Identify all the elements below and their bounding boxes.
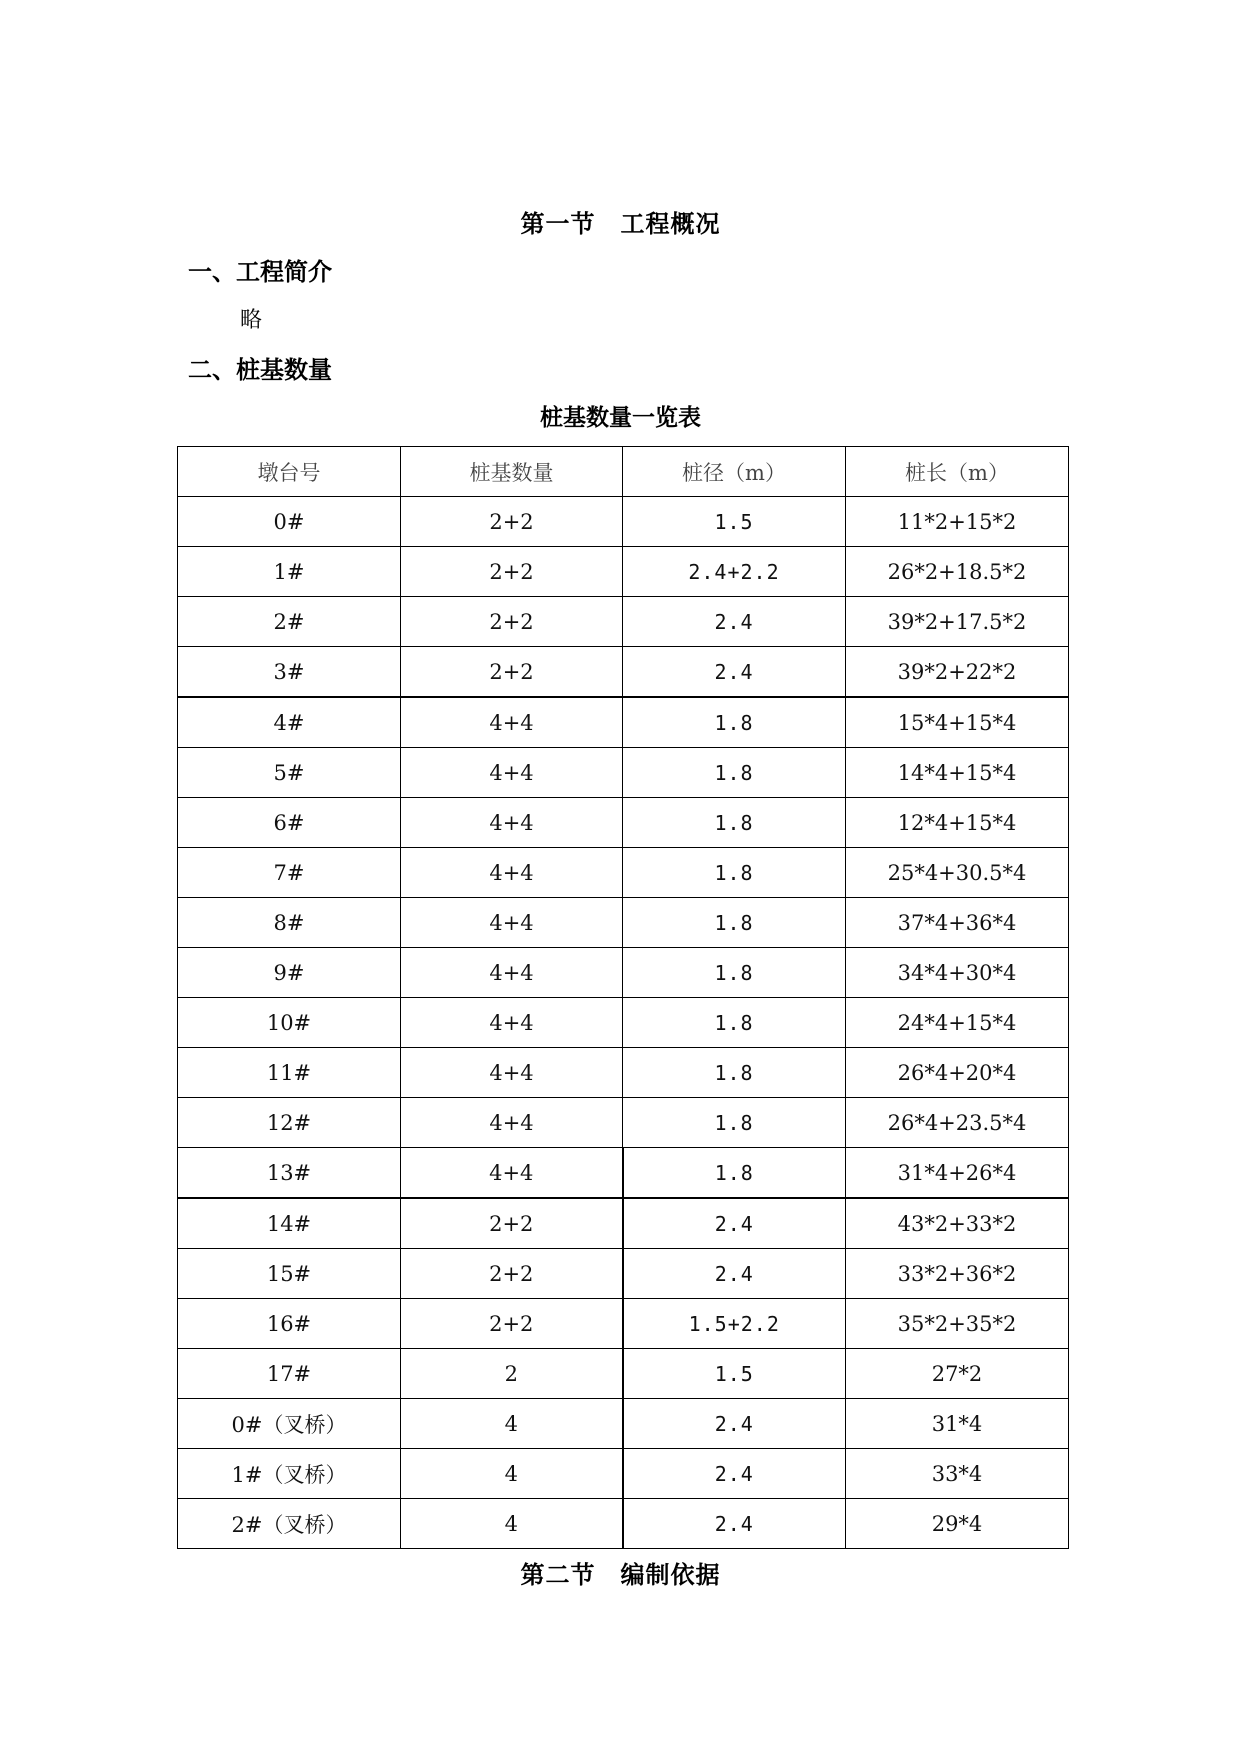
cell-pile-count: 4+4	[401, 998, 623, 1048]
cell-pile-count: 4+4	[401, 1048, 623, 1098]
cell-pier-no: 2#（叉桥）	[178, 1499, 401, 1549]
cell-pier-no: 7#	[178, 848, 401, 898]
heading-pile-count: 二、桩基数量	[188, 355, 332, 384]
header-pile-count: 桩基数量	[401, 447, 623, 497]
cell-pile-diameter: 1.8	[623, 948, 846, 998]
heading-project-intro: 一、工程简介	[188, 257, 332, 286]
cell-pile-diameter: 2.4	[623, 1399, 846, 1449]
cell-pile-length: 34*4+30*4	[846, 948, 1069, 998]
cell-pier-no: 2#	[178, 597, 401, 647]
cell-pile-diameter: 1.8	[623, 1048, 846, 1098]
header-pile-length: 桩长（m）	[846, 447, 1069, 497]
cell-pier-no: 1#（叉桥）	[178, 1449, 401, 1499]
cell-pile-diameter: 2.4	[623, 647, 846, 698]
cell-pile-length: 33*4	[846, 1449, 1069, 1499]
cell-pile-count: 4+4	[401, 898, 623, 948]
cell-pile-length: 37*4+36*4	[846, 898, 1069, 948]
table-header-row	[178, 447, 1069, 497]
cell-pile-count: 4	[401, 1449, 623, 1499]
cell-pile-length: 26*4+20*4	[846, 1048, 1069, 1098]
cell-pile-length: 39*2+17.5*2	[846, 597, 1069, 647]
cell-pile-count: 4+4	[401, 848, 623, 898]
table-row	[178, 1098, 1069, 1148]
section-1-title: 第一节 工程概况	[520, 209, 721, 238]
cell-pile-count: 2+2	[401, 497, 623, 547]
cell-pile-length: 29*4	[846, 1499, 1069, 1549]
cell-pile-diameter: 2.4+2.2	[623, 547, 846, 597]
table-row	[178, 497, 1069, 547]
table-row	[178, 948, 1069, 998]
table-row	[178, 1399, 1069, 1449]
cell-pile-length: 12*4+15*4	[846, 798, 1069, 848]
cell-pier-no: 11#	[178, 1048, 401, 1098]
table-row	[178, 848, 1069, 898]
cell-pile-length: 11*2+15*2	[846, 497, 1069, 547]
cell-pile-diameter: 1.8	[623, 748, 846, 798]
cell-pile-diameter: 1.5	[623, 1349, 846, 1399]
cell-pile-count: 4+4	[401, 1098, 623, 1148]
cell-pile-length: 25*4+30.5*4	[846, 848, 1069, 898]
cell-pile-diameter: 2.4	[623, 1198, 846, 1249]
cell-pier-no: 17#	[178, 1349, 401, 1399]
table-row	[178, 1299, 1069, 1349]
cell-pile-length: 26*4+23.5*4	[846, 1098, 1069, 1148]
cell-pile-diameter: 2.4	[623, 1249, 846, 1299]
cell-pier-no: 10#	[178, 998, 401, 1048]
cell-pile-count: 2+2	[401, 547, 623, 597]
cell-pier-no: 15#	[178, 1249, 401, 1299]
cell-pile-diameter: 1.8	[623, 697, 846, 748]
cell-pier-no: 5#	[178, 748, 401, 798]
table-row	[178, 547, 1069, 597]
table-row	[178, 1499, 1069, 1549]
header-pile-diameter: 桩径（m）	[623, 447, 846, 497]
cell-pile-length: 24*4+15*4	[846, 998, 1069, 1048]
table-row	[178, 798, 1069, 848]
pile-count-table	[177, 446, 1069, 1549]
cell-pile-count: 2+2	[401, 647, 623, 698]
cell-pier-no: 4#	[178, 697, 401, 748]
table-row	[178, 1148, 1069, 1199]
cell-pile-count: 2	[401, 1349, 623, 1399]
cell-pier-no: 0#	[178, 497, 401, 547]
cell-pile-count: 4+4	[401, 697, 623, 748]
cell-pile-length: 33*2+36*2	[846, 1249, 1069, 1299]
cell-pile-diameter: 1.8	[623, 798, 846, 848]
cell-pile-count: 4+4	[401, 948, 623, 998]
cell-pier-no: 16#	[178, 1299, 401, 1349]
table-body	[178, 497, 1069, 1549]
cell-pile-length: 43*2+33*2	[846, 1198, 1069, 1249]
table-row	[178, 647, 1069, 698]
table-row	[178, 1449, 1069, 1499]
cell-pier-no: 8#	[178, 898, 401, 948]
cell-pile-diameter: 1.8	[623, 1148, 846, 1199]
cell-pile-length: 15*4+15*4	[846, 697, 1069, 748]
cell-pile-diameter: 2.4	[623, 1449, 846, 1499]
table-row	[178, 1349, 1069, 1399]
cell-pier-no: 1#	[178, 547, 401, 597]
cell-pile-count: 4	[401, 1399, 623, 1449]
cell-pile-count: 4+4	[401, 1148, 623, 1199]
table-row	[178, 998, 1069, 1048]
cell-pile-length: 26*2+18.5*2	[846, 547, 1069, 597]
cell-pier-no: 6#	[178, 798, 401, 848]
section-2-title: 第二节 编制依据	[520, 1560, 721, 1589]
cell-pile-length: 27*2	[846, 1349, 1069, 1399]
cell-pile-count: 2+2	[401, 1249, 623, 1299]
cell-pile-diameter: 2.4	[623, 597, 846, 647]
cell-pile-diameter: 1.8	[623, 848, 846, 898]
cell-pier-no: 0#（叉桥）	[178, 1399, 401, 1449]
cell-pier-no: 3#	[178, 647, 401, 698]
cell-pile-count: 2+2	[401, 597, 623, 647]
cell-pier-no: 12#	[178, 1098, 401, 1148]
cell-pile-length: 31*4	[846, 1399, 1069, 1449]
table-row	[178, 1048, 1069, 1098]
cell-pile-diameter: 1.8	[623, 1098, 846, 1148]
table-row	[178, 748, 1069, 798]
cell-pile-count: 2+2	[401, 1299, 623, 1349]
cell-pile-diameter: 2.4	[623, 1499, 846, 1549]
table-row	[178, 1198, 1069, 1249]
cell-pile-count: 4+4	[401, 748, 623, 798]
table-caption: 桩基数量一览表	[540, 404, 701, 431]
cell-pile-count: 4	[401, 1499, 623, 1549]
table-row	[178, 597, 1069, 647]
cell-pile-length: 14*4+15*4	[846, 748, 1069, 798]
cell-pile-diameter: 1.8	[623, 998, 846, 1048]
cell-pier-no: 9#	[178, 948, 401, 998]
cell-pile-diameter: 1.5+2.2	[623, 1299, 846, 1349]
table-row	[178, 898, 1069, 948]
cell-pier-no: 14#	[178, 1198, 401, 1249]
cell-pile-length: 31*4+26*4	[846, 1148, 1069, 1199]
cell-pile-count: 4+4	[401, 798, 623, 848]
cell-pile-diameter: 1.5	[623, 497, 846, 547]
header-pier-no: 墩台号	[178, 447, 401, 497]
table-row	[178, 1249, 1069, 1299]
project-intro-body: 略	[240, 308, 263, 333]
cell-pile-length: 35*2+35*2	[846, 1299, 1069, 1349]
cell-pile-length: 39*2+22*2	[846, 647, 1069, 698]
cell-pile-diameter: 1.8	[623, 898, 846, 948]
cell-pile-count: 2+2	[401, 1198, 623, 1249]
table-row	[178, 697, 1069, 748]
cell-pier-no: 13#	[178, 1148, 401, 1199]
